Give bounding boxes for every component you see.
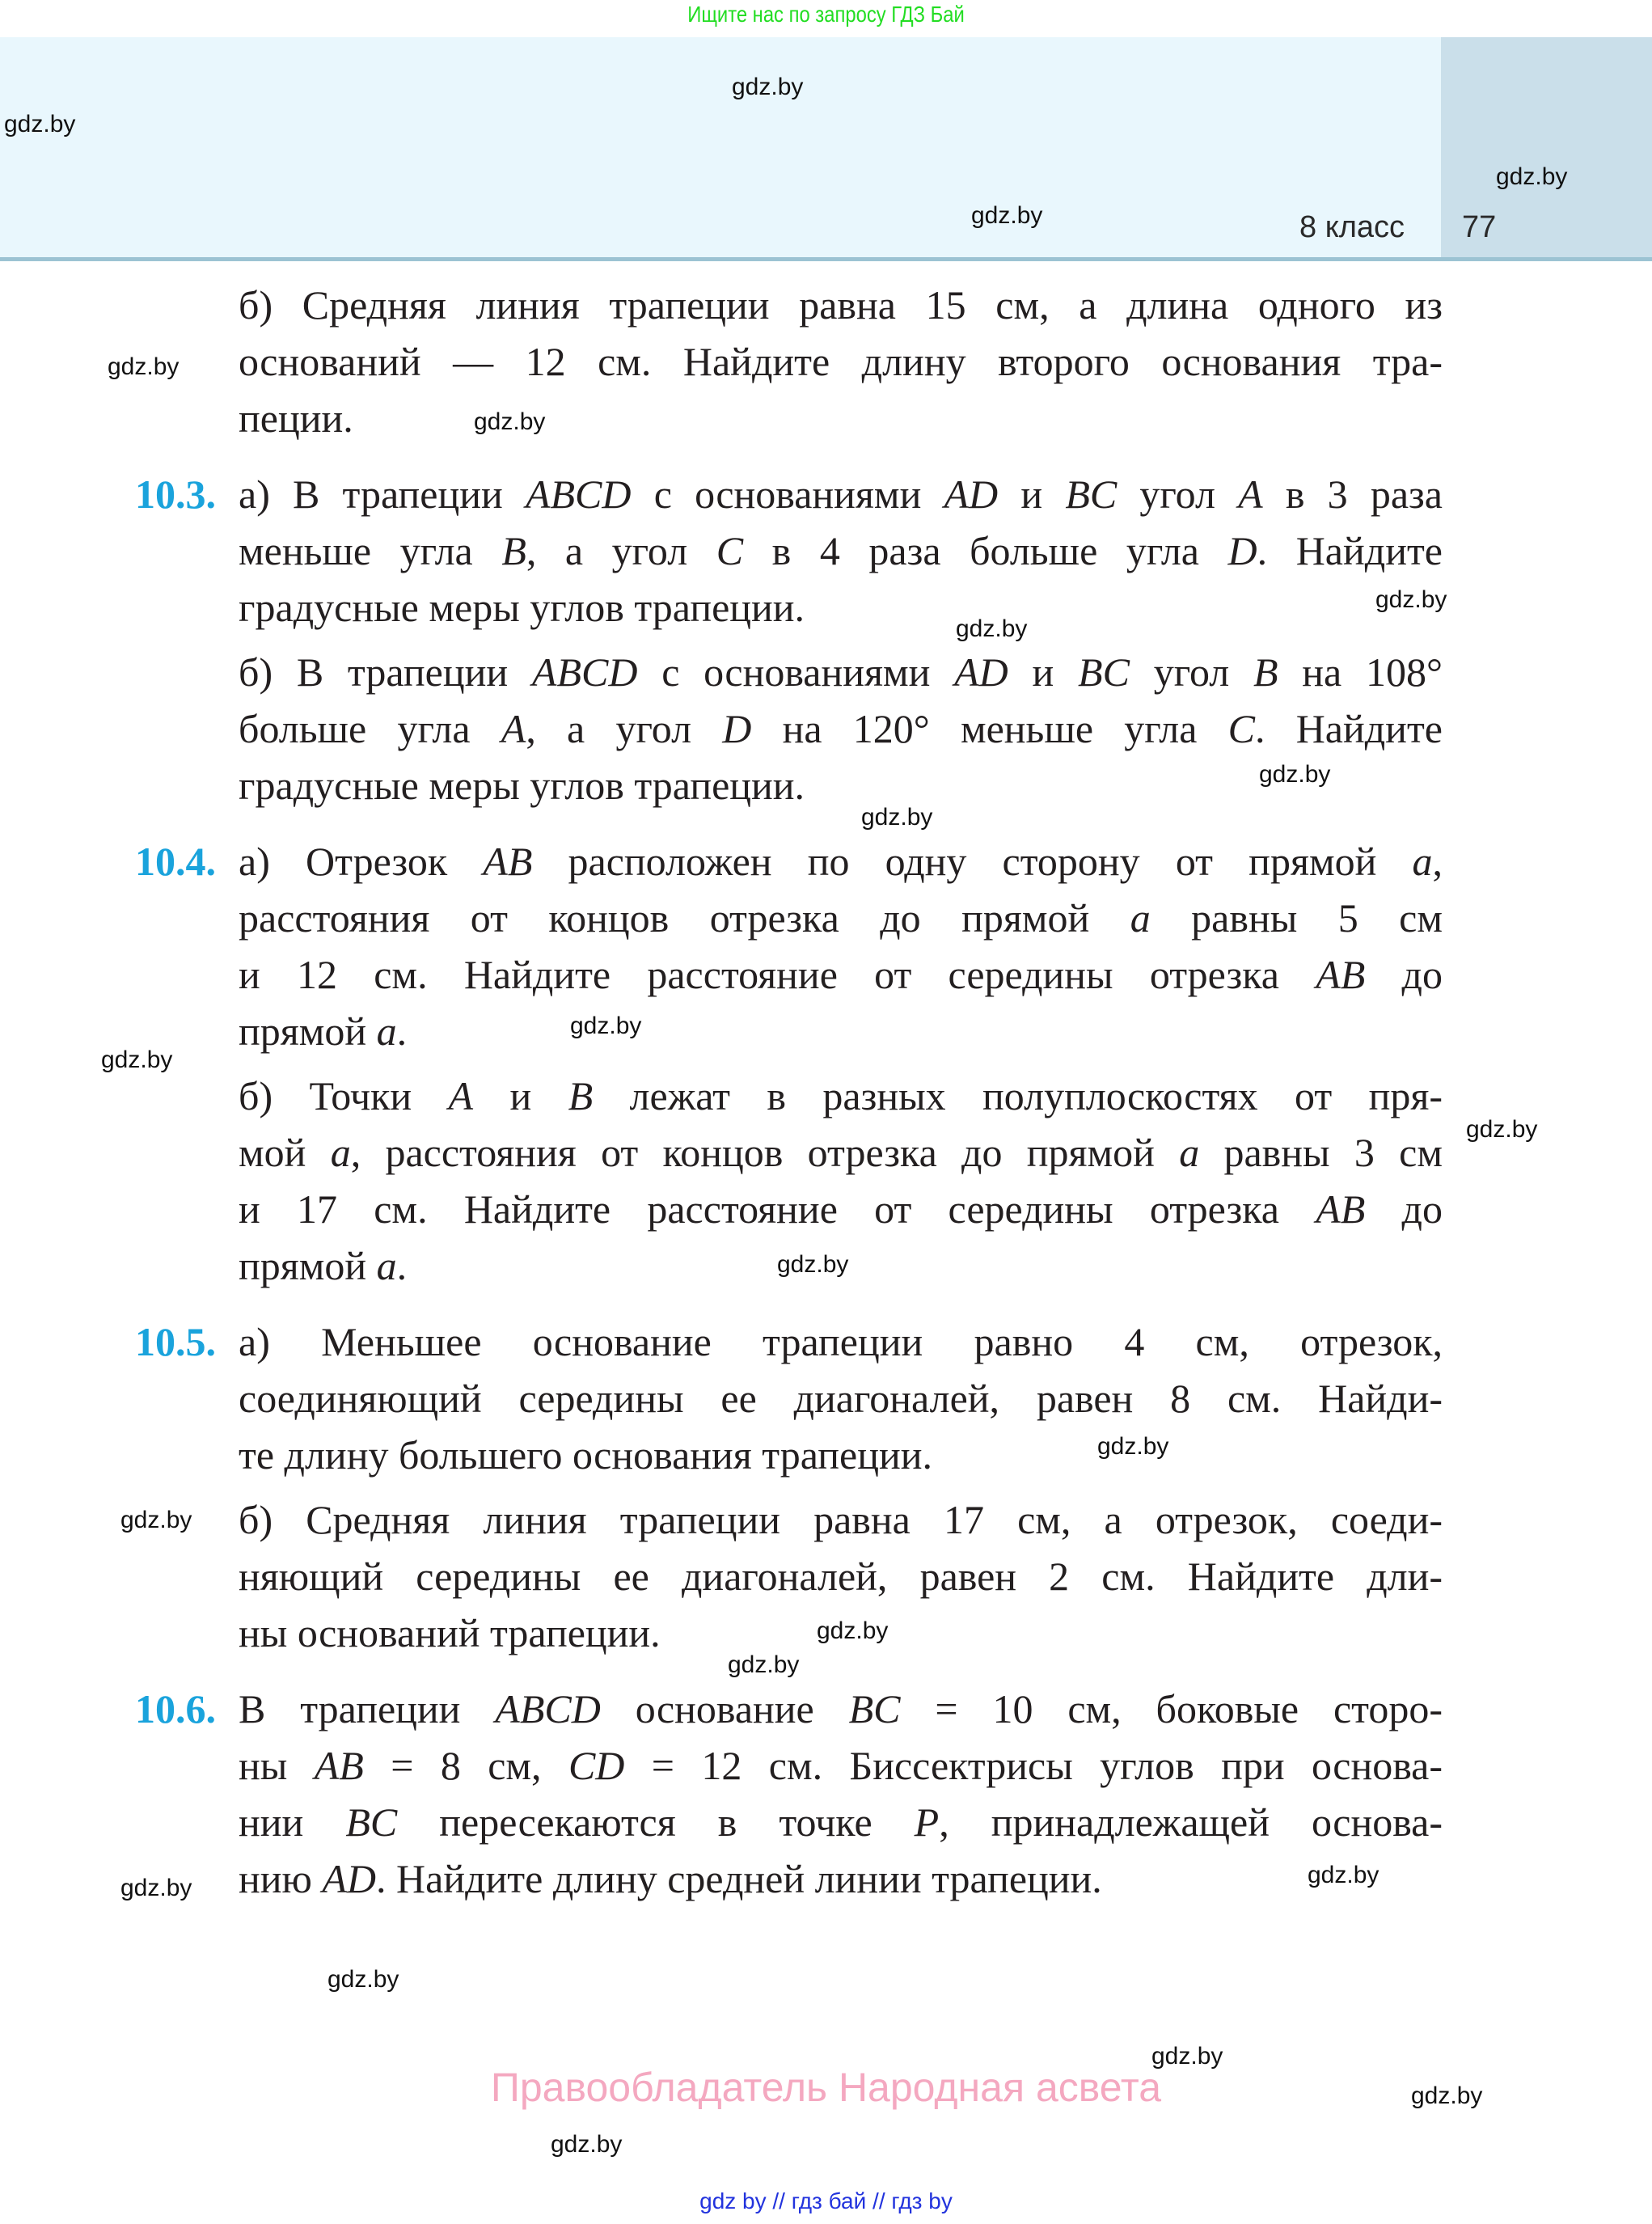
watermark: gdz.by	[817, 1617, 889, 1644]
text-segment: основание	[600, 1686, 849, 1731]
math-variable: A	[1238, 471, 1263, 517]
text-line	[239, 1681, 1443, 1737]
text-segment: расстояния от концов отрезка до прямой	[239, 895, 1130, 941]
math-variable: AD	[954, 649, 1008, 695]
math-variable: AD	[944, 471, 999, 517]
math-variable: BC	[848, 1686, 901, 1731]
text-line	[239, 390, 1443, 446]
watermark: gdz.by	[551, 2131, 623, 2158]
math-variable: C	[1227, 706, 1255, 751]
rights-holder: Правообладатель Народная асвета	[490, 2065, 1162, 2110]
watermark: gdz.by	[1466, 1116, 1538, 1143]
text-segment: соединяющий середины ее диагоналей, равен 8 см. Найди-	[239, 1376, 1443, 1421]
text-segment: , а угол	[526, 528, 716, 573]
text-segment: на 108°	[1278, 649, 1443, 695]
math-variable: a	[1130, 895, 1151, 941]
math-variable: ABCD	[495, 1686, 601, 1731]
text-segment: на 120° меньше угла	[751, 706, 1228, 751]
exercise-number: 10.4.	[135, 839, 216, 884]
text-segment: б) Средняя линия трапеции равна 17 см, а отрезок, соеди-	[239, 1497, 1443, 1542]
text-line	[239, 1548, 1443, 1605]
math-variable: A	[501, 706, 526, 751]
text-segment: . Найдите	[1257, 528, 1443, 573]
text-segment: нии	[239, 1799, 346, 1845]
text-segment: в 4 раза больше угла	[743, 528, 1228, 573]
text-segment: б) Средняя линия трапеции равна 15 см, а длина одного из	[239, 282, 1443, 328]
math-variable: a	[376, 1008, 397, 1054]
math-variable: B	[568, 1073, 594, 1118]
text-line	[239, 644, 1443, 700]
text-line	[239, 946, 1443, 1003]
math-variable: D	[722, 706, 752, 751]
text-segment: = 12 см. Биссектрисы углов при основа-	[624, 1743, 1443, 1788]
watermark: gdz.by	[1411, 2082, 1483, 2109]
math-variable: C	[716, 528, 744, 573]
text-line	[239, 1794, 1443, 1850]
text-segment: и	[998, 471, 1066, 517]
text-segment: няющий середины ее диагоналей, равен 2 см. Найдите дли-	[239, 1554, 1443, 1599]
exercise	[135, 833, 1443, 1059]
watermark: gdz.by	[327, 1966, 399, 1993]
text-segment: больше угла	[239, 706, 501, 751]
text-segment: ны	[239, 1743, 315, 1788]
text-segment: пеции.	[239, 395, 353, 441]
text-segment: с основаниями	[631, 471, 944, 517]
text-segment: прямой	[239, 1243, 377, 1288]
math-variable: a	[330, 1130, 351, 1175]
text-line	[239, 466, 1443, 522]
math-variable: AB	[483, 839, 533, 884]
text-segment: . Найдите	[1254, 706, 1443, 751]
math-variable: AB	[1316, 952, 1366, 997]
watermark: gdz.by	[1375, 586, 1447, 613]
watermark: gdz.by	[108, 353, 180, 380]
text-line	[239, 1491, 1443, 1548]
watermark: gdz.by	[728, 1651, 800, 1678]
text-segment: мой	[239, 1130, 331, 1175]
text-line	[239, 890, 1443, 946]
text-line	[239, 1124, 1443, 1181]
text-segment: угол	[1117, 471, 1239, 517]
text-segment: ны оснований трапеции.	[239, 1610, 661, 1655]
watermark: gdz.by	[101, 1046, 173, 1073]
text-line	[239, 1181, 1443, 1237]
exercise-number: 10.5.	[135, 1319, 216, 1364]
text-segment: , а угол	[526, 706, 723, 751]
text-segment: = 10 см, боковые сторо-	[900, 1686, 1443, 1731]
exercise	[135, 1313, 1443, 1483]
text-segment: меньше угла	[239, 528, 502, 573]
exercise-number: 10.3.	[135, 471, 216, 517]
text-line	[239, 700, 1443, 757]
watermark: gdz.by	[971, 202, 1043, 229]
text-line	[239, 1003, 1443, 1059]
math-variable: BC	[345, 1799, 398, 1845]
math-variable: ABCD	[525, 471, 632, 517]
watermark: gdz.by	[120, 1875, 192, 1901]
text-segment: и	[1008, 649, 1079, 695]
watermark: gdz.by	[1496, 163, 1568, 190]
text-segment: градусные меры углов трапеции.	[239, 763, 805, 808]
text-segment: нию	[239, 1856, 323, 1901]
watermark: gdz.by	[777, 1251, 849, 1278]
text-segment: оснований — 12 см. Найдите длину второго основания тра-	[239, 339, 1443, 384]
text-segment: до	[1365, 952, 1443, 997]
text-line	[239, 579, 1443, 636]
text-segment: равны 3 см	[1199, 1130, 1443, 1175]
text-segment: равны 5 см	[1150, 895, 1443, 941]
text-segment: те длину большего основания трапеции.	[239, 1432, 933, 1478]
exercise-subpart	[239, 277, 1443, 446]
text-segment: расположен по одну сторону от прямой	[532, 839, 1413, 884]
watermark: gdz.by	[120, 1507, 192, 1533]
text-segment: и	[473, 1073, 568, 1118]
math-variable: B	[1253, 649, 1278, 695]
page-number: 77	[1462, 210, 1497, 244]
math-variable: ABCD	[531, 649, 638, 695]
footer-links[interactable]: gdz by // гдз бай // гдз by	[699, 2188, 953, 2213]
text-segment: градусные меры углов трапеции.	[239, 585, 805, 630]
math-variable: BC	[1065, 471, 1118, 517]
text-segment: прямой	[239, 1008, 377, 1054]
watermark: gdz.by	[861, 804, 933, 831]
text-segment: в 3 раза	[1262, 471, 1443, 517]
text-segment: б) Точки	[239, 1073, 449, 1118]
math-variable: a	[1412, 839, 1433, 884]
watermark: gdz.by	[1097, 1433, 1169, 1460]
text-segment: ,	[1432, 839, 1443, 884]
math-variable: AD	[322, 1856, 377, 1901]
text-segment: а) В трапеции	[239, 471, 526, 517]
text-segment: а) Отрезок	[239, 839, 484, 884]
exercise-number: 10.6.	[135, 1686, 216, 1731]
text-segment: и 12 см. Найдите расстояние от середины отрезка	[239, 952, 1316, 997]
math-variable: AB	[1316, 1186, 1366, 1232]
math-variable: AB	[314, 1743, 364, 1788]
watermark: gdz.by	[956, 615, 1028, 642]
text-line	[239, 1427, 1443, 1483]
text-segment: с основаниями	[637, 649, 955, 695]
watermark: gdz.by	[732, 74, 804, 100]
text-line	[239, 833, 1443, 890]
text-segment: В трапеции	[239, 1686, 496, 1731]
text-segment: б) В трапеции	[239, 649, 532, 695]
text-segment: .	[396, 1243, 408, 1288]
text-segment: пересекаются в точке	[397, 1799, 915, 1845]
text-segment: = 8 см,	[363, 1743, 568, 1788]
text-segment: . Найдите длину средней линии трапеции.	[376, 1856, 1102, 1901]
text-segment: , принадлежащей основа-	[939, 1799, 1443, 1845]
math-variable: a	[1179, 1130, 1200, 1175]
math-variable: A	[448, 1073, 474, 1118]
exercise	[135, 466, 1443, 636]
math-variable: CD	[568, 1743, 625, 1788]
text-line	[239, 1068, 1443, 1124]
math-variable: B	[501, 528, 526, 573]
watermark: gdz.by	[1308, 1862, 1379, 1888]
text-line	[239, 1370, 1443, 1427]
text-segment: и 17 см. Найдите расстояние от середины отрезка	[239, 1186, 1316, 1232]
top-search-note: Ищите нас по запросу ГДЗ Бай	[687, 2, 965, 27]
watermark: gdz.by	[1259, 761, 1331, 788]
watermark: gdz.by	[4, 111, 76, 137]
text-segment: , расстояния от концов отрезка до прямой	[350, 1130, 1180, 1175]
watermark: gdz.by	[1151, 2043, 1223, 2070]
math-variable: D	[1227, 528, 1257, 573]
watermark: gdz.by	[570, 1013, 642, 1039]
watermark: gdz.by	[474, 408, 546, 435]
text-line	[239, 522, 1443, 579]
text-segment: а) Меньшее основание трапеции равно 4 см, отрезок,	[239, 1319, 1443, 1364]
math-variable: P	[914, 1799, 940, 1845]
text-line	[239, 333, 1443, 390]
text-line	[239, 1313, 1443, 1370]
text-segment: .	[396, 1008, 408, 1054]
text-line	[239, 1850, 1443, 1907]
text-line	[239, 1737, 1443, 1794]
text-segment: лежат в разных полуплоскостях от пря-	[593, 1073, 1443, 1118]
math-variable: a	[376, 1243, 397, 1288]
math-variable: BC	[1078, 649, 1130, 695]
grade-label: 8 класс	[1299, 210, 1405, 244]
text-line	[239, 277, 1443, 333]
text-segment: до	[1365, 1186, 1443, 1232]
text-segment: угол	[1129, 649, 1253, 695]
